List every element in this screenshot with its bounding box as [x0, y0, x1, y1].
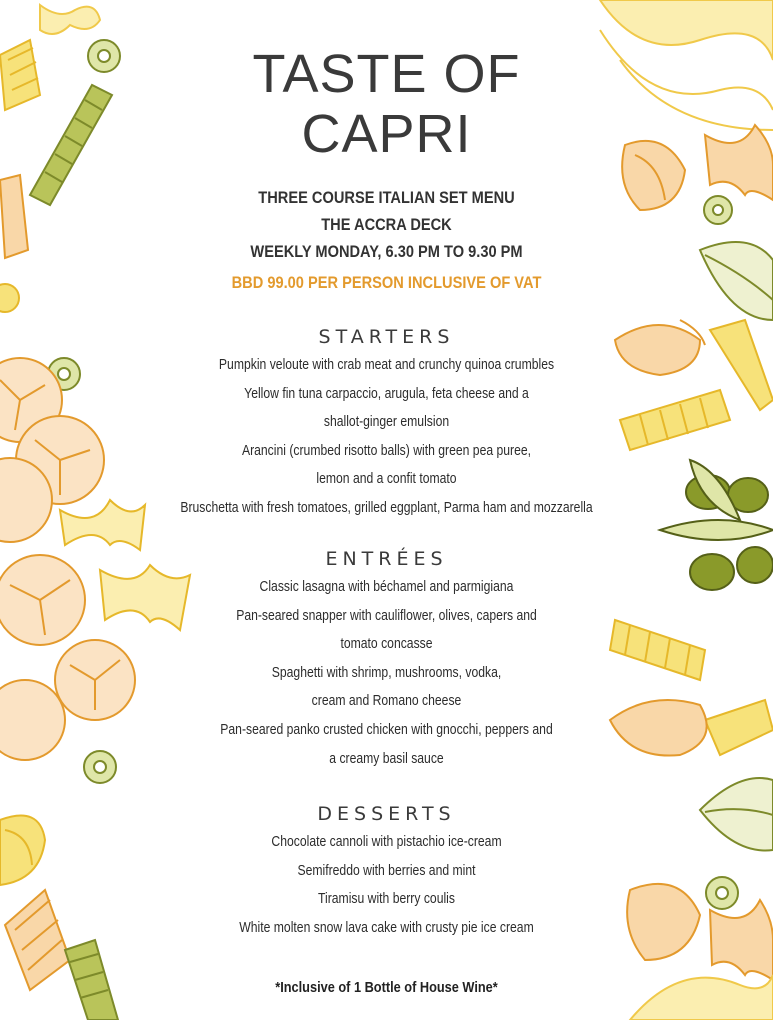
- fusilli-icon: [65, 940, 118, 1020]
- menu-item: lemon and a confit tomato: [316, 471, 457, 488]
- olive-slice-icon: [84, 751, 116, 783]
- olive-slice-icon: [48, 358, 80, 390]
- olive-slice-icon: [706, 877, 738, 909]
- menu-title: [140, 44, 633, 164]
- farfalle-icon: [40, 5, 100, 34]
- entrees-section: [140, 545, 633, 773]
- menu-item: Pumpkin veloute with crab meat and crunchy quinoa crumbles: [218, 357, 555, 373]
- basil-leaf-icon: [700, 242, 773, 320]
- desserts-section: [140, 800, 633, 942]
- section-title-entrees: ENTRÉES: [325, 548, 448, 570]
- section-title-starters: STARTERS: [318, 326, 455, 348]
- tomato-slice-icon: [0, 358, 135, 760]
- olive-icon: [660, 460, 773, 590]
- conchiglie-icon: [627, 884, 700, 960]
- menu-item: Bruschetta with fresh tomatoes, grilled eggplant, Parma ham and mozzarella: [180, 499, 593, 516]
- penne-icon: [5, 890, 70, 990]
- fusilli-icon: [620, 390, 730, 450]
- menu-item: Chocolate cannoli with pistachio ice-cream: [271, 834, 502, 850]
- farfalle-icon: [710, 900, 773, 980]
- olive-slice-icon: [704, 196, 732, 224]
- menu-item: Pan-seared snapper with cauliflower, olives, capers and: [236, 607, 537, 624]
- menu-item: Pan-seared panko crusted chicken with gnocchi, peppers and: [220, 721, 553, 738]
- price: BBD 99.00 PER PERSON INCLUSIVE OF VAT: [231, 273, 542, 292]
- penne-icon: [0, 175, 28, 258]
- farfalle-icon: [705, 125, 773, 200]
- olive-slice-icon: [0, 284, 19, 312]
- conchiglie-icon: [0, 816, 45, 886]
- starters-section: [140, 323, 633, 523]
- penne-icon: [0, 40, 40, 110]
- menu-item: shallot-ginger emulsion: [323, 414, 450, 431]
- title-line-2: CAPRI: [301, 104, 472, 164]
- fusilli-icon: [30, 85, 112, 205]
- footer-note: *Inclusive of 1 Bottle of House Wine*: [275, 980, 498, 996]
- menu-item: Tiramisu with berry coulis: [318, 891, 455, 908]
- menu-item: Semifreddo with berries and mint: [297, 862, 476, 879]
- tagliatelle-icon: [630, 975, 773, 1020]
- penne-icon: [710, 320, 773, 410]
- penne-icon: [705, 700, 773, 755]
- menu-item: Spaghetti with shrimp, mushrooms, vodka,: [271, 664, 502, 681]
- menu-item: cream and Romano cheese: [311, 693, 462, 710]
- menu-item: Arancini (crumbed risotto balls) with green pea puree,: [241, 442, 532, 459]
- menu-subtitle: THREE COURSE ITALIAN SET MENU: [258, 188, 515, 207]
- menu-item: tomato concasse: [340, 636, 433, 653]
- menu-item: a creamy basil sauce: [329, 750, 444, 767]
- title-line-1: TASTE OF: [252, 44, 521, 104]
- menu-item: White molten snow lava cake with crusty pie ice cream: [239, 919, 534, 936]
- schedule: WEEKLY MONDAY, 6.30 PM TO 9.30 PM: [250, 242, 523, 261]
- menu-item: Classic lasagna with béchamel and parmigiana: [259, 579, 514, 595]
- basil-leaf-icon: [700, 778, 773, 851]
- section-title-desserts: DESSERTS: [317, 803, 456, 825]
- olive-slice-icon: [88, 40, 120, 72]
- venue-name: THE ACCRA DECK: [321, 215, 452, 234]
- menu-item: Yellow fin tuna carpaccio, arugula, feta cheese and a: [244, 385, 529, 402]
